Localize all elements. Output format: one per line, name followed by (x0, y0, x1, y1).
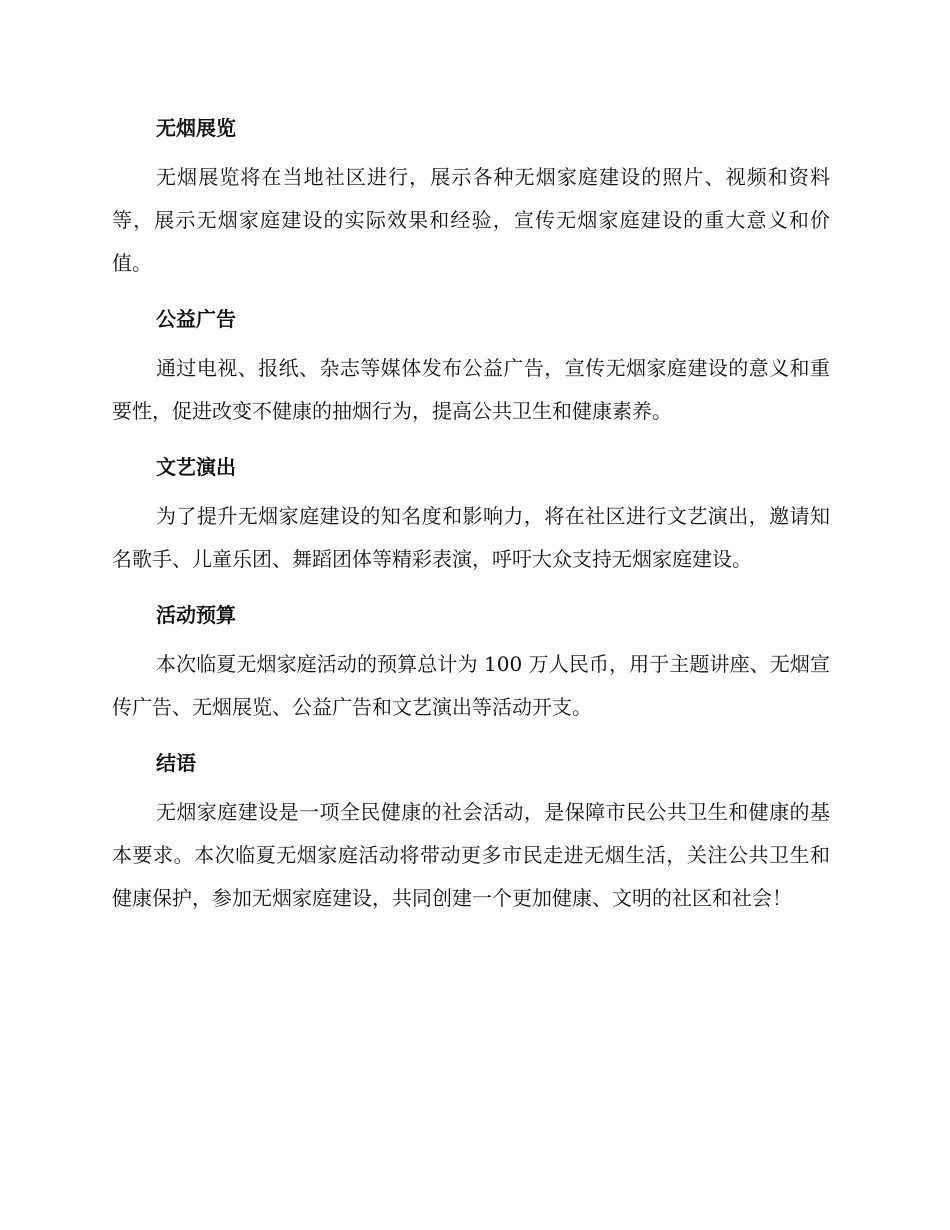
section-paragraph: 通过电视、报纸、杂志等媒体发布公益广告，宣传无烟家庭建设的意义和重要性，促进改变不健康的抽烟行为，提高公共卫生和健康素养。 (112, 356, 830, 423)
section-heading: 结语 (156, 751, 196, 775)
section-heading: 公益广告 (156, 307, 236, 331)
document-content (112, 108, 830, 934)
section-paragraph: 为了提升无烟家庭建设的知名度和影响力，将在社区进行文艺演出，邀请知名歌手、儿童乐团、舞蹈团体等精彩表演，呼吁大众支持无烟家庭建设。 (112, 504, 830, 571)
section-heading: 无烟展览 (156, 116, 236, 140)
section-budget (112, 595, 830, 729)
section-conclusion (112, 743, 830, 920)
section-public-ads (112, 299, 830, 433)
section-heading: 文艺演出 (156, 455, 236, 479)
section-exhibition (112, 108, 830, 285)
section-performance (112, 447, 830, 581)
section-heading: 活动预算 (156, 603, 236, 627)
section-paragraph: 无烟展览将在当地社区进行，展示各种无烟家庭建设的照片、视频和资料等，展示无烟家庭建设的实际效果和经验，宣传无烟家庭建设的重大意义和价值。 (112, 165, 830, 275)
section-paragraph: 无烟家庭建设是一项全民健康的社会活动，是保障市民公共卫生和健康的基本要求。本次临夏无烟家庭活动将带动更多市民走进无烟生活，关注公共卫生和健康保护，参加无烟家庭建设，共同创建一个更加健康、文明的社区和社会！ (112, 800, 830, 910)
section-paragraph: 本次临夏无烟家庭活动的预算总计为 100 万人民币，用于主题讲座、无烟宣传广告、无烟展览、公益广告和文艺演出等活动开支。 (112, 652, 830, 719)
